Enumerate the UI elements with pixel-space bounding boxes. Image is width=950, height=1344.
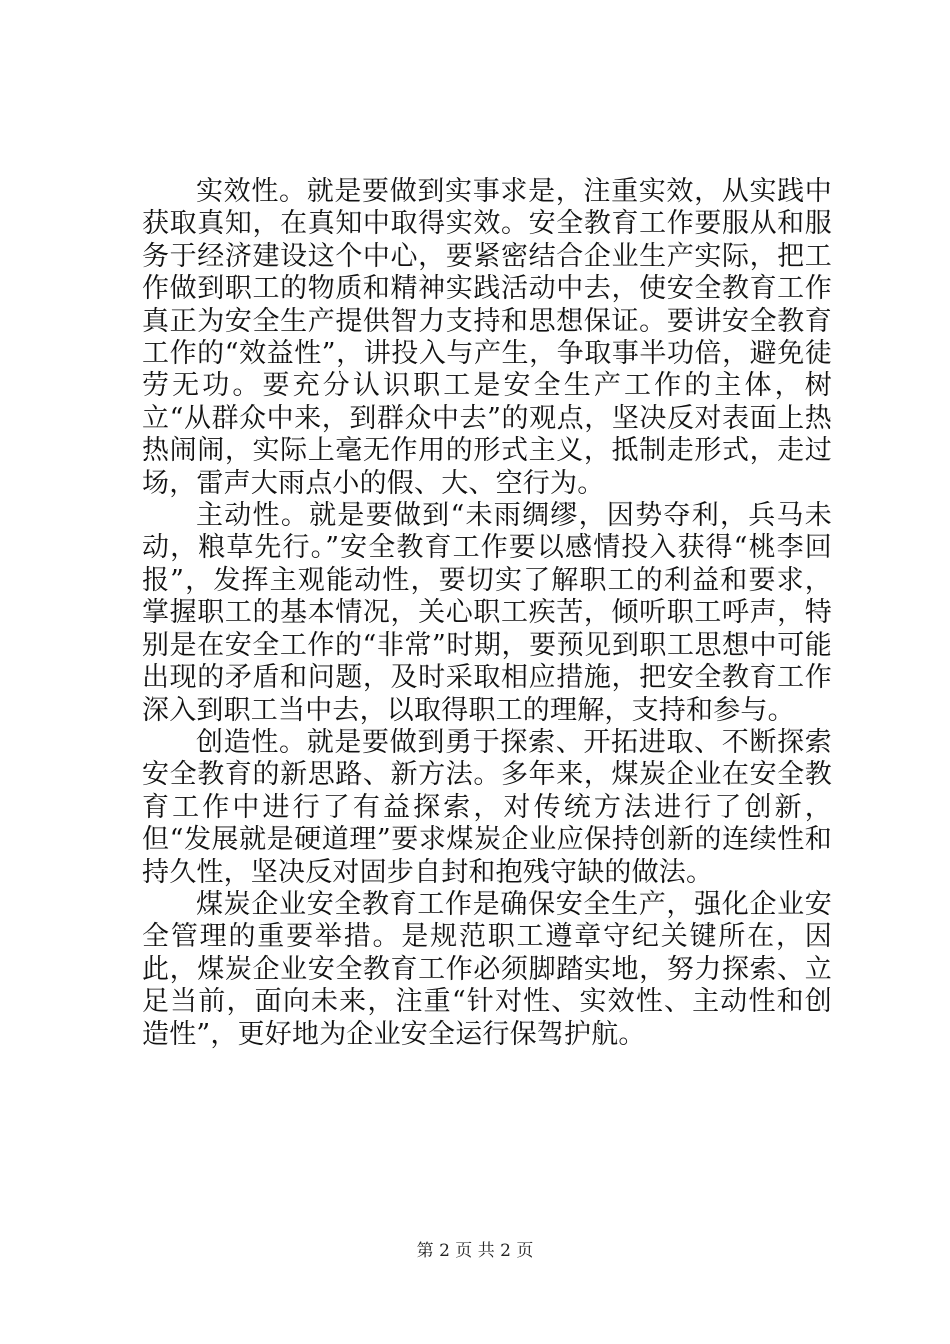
paragraph-effectiveness: 实效性。就是要做到实事求是，注重实效，从实践中获取真知，在真知中取得实效。安全教育工作要服从和服务于经济建设这个中心，要紧密结合企业生产实际，把工作做到职工的物质和精神实践活动中去，使安全教育工作真正为安全生产提供智力支持和思想保证。要讲安全教育工作的“效益性”，讲投入与产生，争取事半功倍，避免徒劳无功。要充分认识职工是安全生产工作的主体，树立“从群众中来，到群众中去”的观点，坚决反对表面上热热闹闹，实际上毫无作用的形式主义，抵制走形式，走过场，雷声大雨点小的假、大、空行为。 bbox=[142, 176, 832, 499]
paragraph-creativity: 创造性。就是要做到勇于探索、开拓进取、不断探索安全教育的新思路、新方法。多年来，煤炭企业在安全教育工作中进行了有益探索，对传统方法进行了创新，但“发展就是硬道理”要求煤炭企业应保持创新的连续性和持久性，坚决反对固步自封和抱残守缺的做法。 bbox=[142, 726, 832, 888]
document-body bbox=[142, 176, 832, 1051]
paragraph-initiative: 主动性。就是要做到“未雨绸缪，因势夺利，兵马未动，粮草先行。”安全教育工作要以感情投入获得“桃李回报”，发挥主观能动性，要切实了解职工的利益和要求，掌握职工的基本情况，关心职工疾苦，倾听职工呼声，特别是在安全工作的“非常”时期，要预见到职工思想中可能出现的矛盾和问题，及时采取相应措施，把安全教育工作深入到职工当中去，以取得职工的理解，支持和参与。 bbox=[142, 500, 832, 726]
paragraph-conclusion: 煤炭企业安全教育工作是确保安全生产，强化企业安全管理的重要举措。是规范职工遵章守纪关键所在，因此，煤炭企业安全教育工作必须脚踏实地，努力探索、立足当前，面向未来，注重“针对性、实效性、主动性和创造性”，更好地为企业安全运行保驾护航。 bbox=[142, 888, 832, 1050]
page-number-footer: 第 2 页 共 2 页 bbox=[416, 1241, 534, 1261]
